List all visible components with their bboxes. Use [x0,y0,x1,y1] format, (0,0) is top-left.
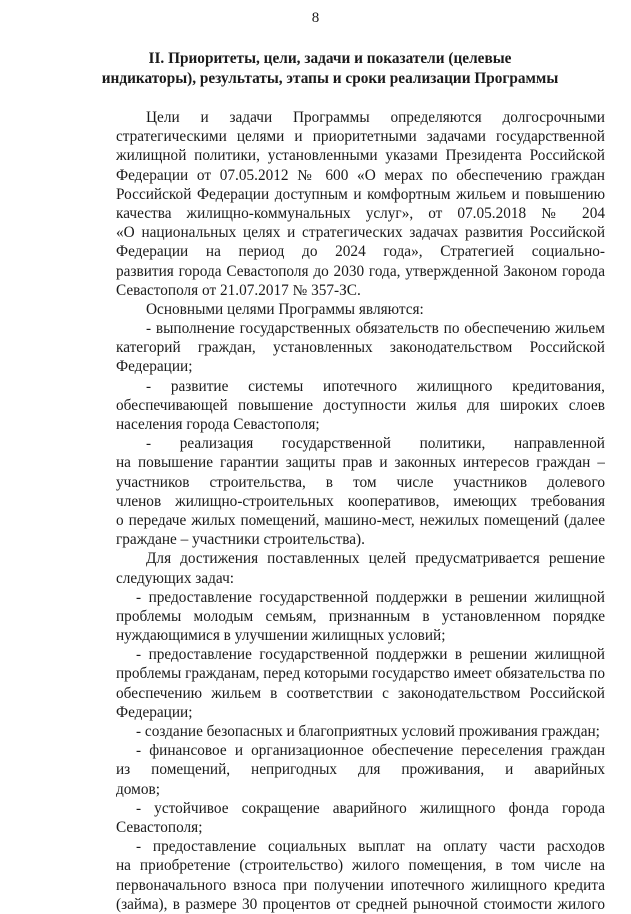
document-body [116,108,605,914]
text-line: - устойчивое сокращение аварийного жилищного фонда города [136,799,605,817]
text-line: - финансовое и организационное обеспечение переселения граждан [136,742,605,760]
text-line: членов жилищно-строительных кооперативов, имеющих требования [116,492,605,510]
text-line: участников строительства, в том числе участников долевого [116,473,605,491]
text-line: обеспечивающей повышение доступности жилья для широких слоев [116,396,605,414]
text-line: о передаче жилых помещений, машино-мест, нежилых помещений (далее [116,511,605,529]
text-line: развития города Севастополя до 2030 года, утвержденной Законом города [116,262,605,280]
text-line: (займа), в размере 30 процентов от средней рыночной стоимости жилого [116,895,605,913]
text-line: Цели и задачи Программы определяются долгосрочными [146,109,605,126]
text-line: Федерации от 07.05.2012 № 600 «О мерах по обеспечению граждан [116,166,605,184]
text-line: Российской Федерации доступным и комфортным жильем и повышению [116,185,605,203]
text-line: Федерации на период до 2024 года», Стратегией социально- [116,243,605,261]
text-line: Для достижения поставленных целей предусматривается решение [146,550,605,568]
text-line: Севастополя; [116,818,203,836]
text-line: - выполнение государственных обязательств по обеспечению жильем [146,320,605,338]
text-line: «О национальных целях и стратегических задачах развития Российской [116,224,605,242]
text-line: граждане – участники строительства). [116,531,365,549]
text-line: Федерации; [116,703,193,721]
text-line: проблемы гражданам, перед которыми государство имеет обязательства по [116,665,605,683]
text-line: населения города Севастополя; [116,416,320,433]
text-line: нуждающимися в улучшении жилищных условий; [116,627,446,645]
text-line: категорий граждан, установленных законодательством Российской [116,339,605,357]
heading-line: индикаторы), результаты, этапы и сроки реализации Программы [101,69,559,87]
text-line: следующих задач: [116,569,235,587]
text-line: стратегическими целями и приоритетными задачами государственной [116,128,605,146]
text-line: - развитие системы ипотечного жилищного кредитования, [146,377,605,395]
text-line: жилищной политики, установленными указами Президента Российской [116,147,605,165]
text-line: из помещений, непригодных для проживания, и аварийных [116,761,605,779]
text-line: на приобретение (строительство) жилого помещения, в том числе на [116,857,605,875]
text-line: обеспечению жильем в соответствии с законодательством Российской [116,684,605,702]
text-line: - реализация государственной политики, направленной [146,435,605,453]
text-line: Федерации; [116,358,193,376]
text-line: проблемы молодым семьям, признанным в установленном порядке [116,607,605,625]
page-number: 8 [311,10,320,26]
text-line: качества жилищно-коммунальных услуг», от 07.05.2018 № 204 [116,204,605,222]
text-line: первоначального взноса при получении ипотечного жилищного кредита [116,876,605,894]
text-line: - предоставление социальных выплат на оплату части расходов [136,838,605,856]
text-line: на повышение гарантии защиты прав и законных интересов граждан – [116,454,605,472]
text-line: - предоставление государственной поддержки в решении жилищной [136,646,605,664]
text-line: Севастополя от 21.07.2017 № 357-ЗС. [116,281,361,299]
text-line: домов; [116,780,160,798]
text-line: - создание безопасных и благоприятных условий проживания граждан; [136,723,600,740]
heading-line: II. Приоритеты, цели, задачи и показатели (целевые [148,50,512,67]
text-line: Основными целями Программы являются: [146,300,424,318]
text-line: - предоставление государственной поддержки в решении жилищной [136,588,605,606]
section-heading [100,49,560,88]
